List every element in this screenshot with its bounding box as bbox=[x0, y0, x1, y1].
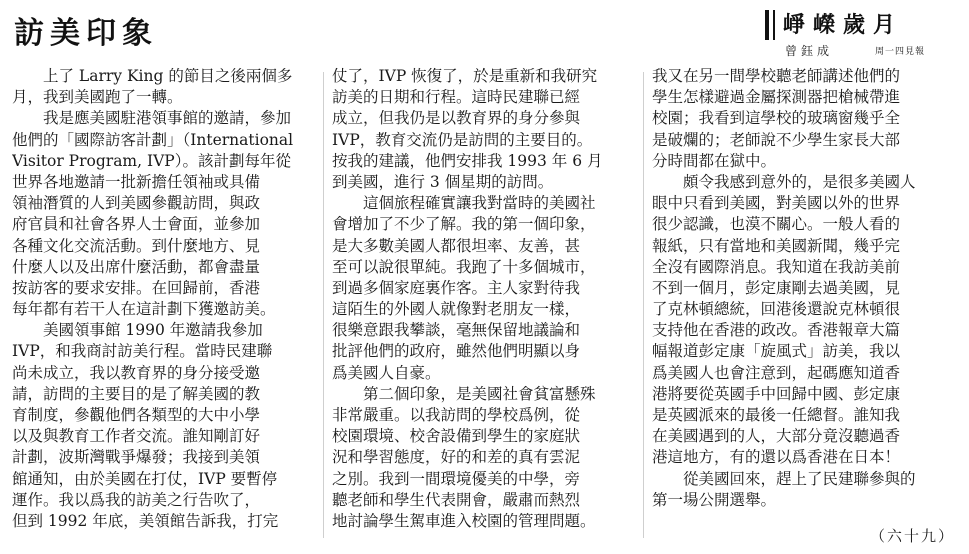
text-line: 爲美國人自豪。 bbox=[332, 363, 441, 382]
text-line: 會增加了不少了解。我的第一個印象， bbox=[332, 215, 596, 234]
text-line: 育制度，參觀他們各類型的大中小學 bbox=[12, 406, 261, 424]
text-line: 計劃，波斯灣戰爭爆發；我接到美領 bbox=[12, 448, 261, 467]
text-line: 領袖潛質的人到美國參觀訪問，與政 bbox=[12, 194, 261, 213]
text-line: 爲美國人也會注意到，起碼應知道香 bbox=[652, 363, 901, 382]
text-line: 眼中只看到美國，對美國以外的世界 bbox=[652, 194, 901, 213]
text-line: 全沒有國際消息。我知道在我訪美前 bbox=[652, 257, 901, 276]
masthead-bar-thin bbox=[773, 10, 775, 40]
article-body bbox=[12, 66, 957, 544]
text-line: 月，我到美國跑了一轉。 bbox=[12, 88, 183, 107]
text-line: 分時間都在獄中。 bbox=[652, 151, 777, 170]
text-line: 按訪客的要求安排。在回歸前，香港 bbox=[12, 278, 261, 297]
text-line: 每年都有若干人在這計劃下獲邀訪美。 bbox=[12, 300, 276, 319]
text-line: 支持他在香港的政改。香港報章大篇 bbox=[652, 321, 901, 340]
text-line: 他們的「國際訪客計劃」（International bbox=[12, 130, 294, 149]
text-line: 仗了，IVP 恢復了，於是重新和我研究 bbox=[332, 67, 598, 85]
article-title: 訪美印象 bbox=[14, 16, 158, 51]
text-line: 很少認識，也漠不關心。一般人看的 bbox=[652, 215, 901, 234]
text-line: 至可以說很單純。我跑了十多個城市， bbox=[332, 257, 596, 276]
text-line: 在美國遇到的人，大部分竟沒聽過香 bbox=[652, 427, 901, 446]
text-line: 美國領事館 1990 年邀請我參加 bbox=[43, 321, 263, 340]
author-name: 曾鈺成 bbox=[785, 44, 834, 58]
text-line: 從美國回來，趕上了民建聯參與的 bbox=[683, 469, 916, 488]
text-line: 校園；我看到這學校的玻璃窗幾乎全 bbox=[652, 109, 901, 128]
masthead-bar bbox=[765, 10, 769, 40]
text-line: 不到一個月，彭定康剛去過美國，見 bbox=[652, 278, 901, 297]
column-name: 崢嶸歲月 bbox=[783, 13, 904, 38]
text-column-2 bbox=[332, 66, 632, 544]
text-line: 到過多個家庭裏作客。主人家對待我 bbox=[332, 278, 581, 297]
text-line: 批評他們的政府，雖然他們明顯以身 bbox=[332, 342, 581, 361]
text-line: 什麼人以及出席什麼活動，都會盡量 bbox=[12, 257, 261, 276]
text-line: 是大多數美國人都很坦率、友善，甚 bbox=[332, 236, 581, 255]
text-line: 地討論學生駕車進入校園的管理問題。 bbox=[332, 511, 596, 530]
column-masthead bbox=[765, 8, 955, 58]
text-line: Visitor Program, IVP）。該計劃每年從 bbox=[12, 151, 291, 170]
text-line: 是破爛的；老師說不少學生家長大部 bbox=[652, 130, 901, 149]
text-line: IVP，教育交流仍是訪問的主要目的。 bbox=[332, 130, 593, 149]
text-line: 之別。我到一間環境優美的中學，旁 bbox=[332, 469, 581, 488]
text-line: 聽老師和學生代表開會，嚴肅而熱烈 bbox=[332, 490, 581, 509]
text-column-1 bbox=[12, 66, 312, 544]
text-line: 很樂意跟我攀談，毫無保留地議論和 bbox=[332, 321, 581, 340]
text-line: 府官員和社會各界人士會面，並參加 bbox=[12, 215, 261, 234]
text-line: 按我的建議，他們安排我 1993 年 6 月 bbox=[332, 151, 603, 170]
text-line: 世界各地邀請一批新擔任領袖或具備 bbox=[12, 172, 261, 191]
text-line: 館通知，由於美國在打仗，IVP 要暫停 bbox=[12, 469, 278, 488]
text-line: 報紙，只有當地和美國新聞，幾乎完 bbox=[652, 236, 901, 255]
text-line: 第二個印象，是美國社會貧富懸殊 bbox=[363, 384, 596, 403]
text-line: 第一場公開選舉。 bbox=[652, 490, 777, 509]
text-line: 這個旅程確實讓我對當時的美國社 bbox=[363, 194, 596, 213]
text-line: 是英國派來的最後一任總督。誰知我 bbox=[652, 406, 901, 424]
text-line: 況和學習態度，好的和差的真有雲泥 bbox=[332, 448, 581, 467]
text-line: 這陌生的外國人就像對老朋友一樣， bbox=[332, 300, 581, 319]
text-line: 港將要從英國手中回歸中國、彭定康 bbox=[652, 384, 901, 403]
text-line: 校園環境、校舍設備到學生的家庭狀 bbox=[332, 427, 581, 446]
text-line: 到美國，進行 3 個星期的訪問。 bbox=[332, 172, 554, 191]
text-line: 上了 Larry King 的節目之後兩個多 bbox=[43, 67, 293, 85]
text-line: 尚未成立，我以教育界的身分接受邀 bbox=[12, 363, 261, 382]
text-line: 請，訪問的主要目的是了解美國的教 bbox=[12, 384, 261, 403]
column-divider bbox=[643, 72, 644, 538]
text-line: 港這地方，有的還以爲香港在日本！ bbox=[652, 448, 901, 467]
publication-schedule: 周一四見報 bbox=[875, 47, 926, 57]
text-line: 非常嚴重。以我訪問的學校爲例，從 bbox=[332, 406, 581, 424]
text-line: 訪美的日期和行程。這時民建聯已經 bbox=[332, 88, 581, 107]
text-line: 運作。我以爲我的訪美之行告吹了， bbox=[12, 490, 261, 509]
text-line: IVP，和我商討訪美行程。當時民建聯 bbox=[12, 342, 273, 361]
column-divider bbox=[323, 72, 324, 538]
text-line: 各種文化交流活動。到什麼地方、見 bbox=[12, 236, 261, 255]
text-line: 我又在另一間學校聽老師講述他們的 bbox=[652, 67, 901, 85]
text-line: 學生怎樣避過金屬探測器把槍械帶進 bbox=[652, 88, 901, 107]
text-line: 我是應美國駐港領事館的邀請，參加 bbox=[43, 109, 292, 128]
text-line: 成立，但我仍是以教育界的身分參與 bbox=[332, 109, 581, 128]
text-line: 以及與教育工作者交流。誰知剛訂好 bbox=[12, 427, 261, 446]
text-line: 但到 1992 年底，美領館告訴我，打完 bbox=[12, 511, 279, 530]
text-column-3 bbox=[652, 66, 952, 544]
installment-number: （六十九） bbox=[869, 527, 955, 545]
text-line: 幅報道彭定康「旋風式」訪美，我以 bbox=[652, 342, 901, 361]
text-line: 了克林頓總統，回港後還說克林頓很 bbox=[652, 300, 901, 319]
text-line: 頗令我感到意外的，是很多美國人 bbox=[683, 172, 916, 191]
